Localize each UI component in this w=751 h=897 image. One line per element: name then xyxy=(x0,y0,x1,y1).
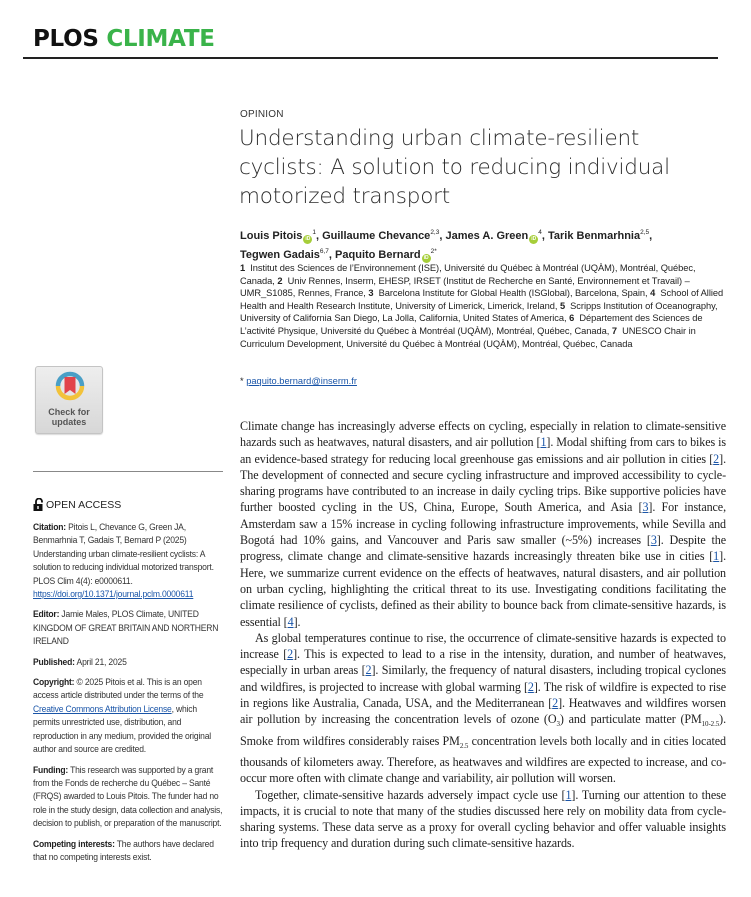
paragraph: Climate change has increasingly adverse effects on cycling, especially in relation to climate-sensitive hazards such as heatwaves, natural disasters, and air pollution [1]. Modal shifting from cars to bikes is an evidence-based strategy for reducing local greenhouse gas emissions and air pollution in cities [2]. The development of connected and secure cycling infrastructure and improved accessibility to cycle-sharing programs have contributed to an increase in daily cycling trips. Bike supportive policies have further boosted cycling in the US, China, Europe, South America, and Asia [3]. For instance, Amsterdam saw a 15% increase in cycling following infrastructure improvements, while Sevilla and Bogotá had 10% gains, and Vancouver and Paris saw smaller (~5%) increases [3]. Despite the progress, climate change and climate-sensitive hazards increasingly threaten bike use in cities [1]. Here, we summarize current evidence on the effects of heatwaves, natural disasters, and air pollution on urban cycling, highlighting the critical threat to its use. Investigating conditions facilitating the climate resilience of cyclists, defined as their ability to bounce back from climate-sensitive hazards, is essential [4]. xyxy=(240,419,726,629)
orcid-icon[interactable]: iD xyxy=(305,236,311,242)
author[interactable]: James A. Green $iD^4$ xyxy=(445,229,542,242)
copyright: Copyright: © 2025 Pitois et al. This is an open access article distributed under the terms of the Creative Commons Attribution License, which permits unrestricted use, distribution, and reproduction in any medium, provided the original author and source are credited. xyxy=(33,677,212,755)
masthead-divider xyxy=(23,57,718,59)
affiliation: 3 Barcelona Institute for Global Health (ISGlobal), Barcelona, Spain, xyxy=(368,288,648,299)
reference-link[interactable]: 2 xyxy=(287,647,294,662)
article-body xyxy=(240,418,726,852)
corresponding-email-link[interactable]: paquito.bernard@inserm.fr xyxy=(246,376,357,386)
check-for-updates-label: Check for updates xyxy=(48,407,90,427)
affiliation: 7 UNESCO Chair in Curriculum Development, Université du Québec à Montréal (UQÀM), Montréal, Québec, Canada xyxy=(240,325,696,349)
affiliation: 1 Institut des Sciences de l’Environnement (ISE), Université du Québec à Montréal (UQÀM), Montréal, Québec, Canada, xyxy=(240,263,696,286)
author[interactable]: Louis Pitois $iD^1$ xyxy=(240,229,316,242)
reference-link[interactable]: 3 xyxy=(650,533,657,548)
reference-link[interactable]: 1 xyxy=(565,787,572,802)
orcid-icon[interactable]: iD xyxy=(531,236,537,242)
check-for-updates-button[interactable] xyxy=(35,366,103,434)
citation: Citation: Pitois L, Chevance G, Green JA, Benmarhnia T, Gadais T, Bernard P (2025) Understanding urban climate-resilient cyclists: A solution to reducing individual motorized transport. PLOS Clim 4(4): e0000611. https://doi.org/10.1371/journal.pclm.0000611 xyxy=(33,522,214,600)
article-type: OPINION xyxy=(240,109,284,120)
sidebar-divider xyxy=(33,471,223,472)
journal-name: CLIMATE xyxy=(106,26,215,52)
publisher-logo: PLOS xyxy=(33,26,99,52)
corresponding-author: * paquito.bernard@inserm.fr xyxy=(240,376,357,386)
author[interactable]: Tegwen Gadais$^{6,7}$ xyxy=(240,248,329,261)
affiliation: 4 School of Allied Health and Health Research Institute, University of Limerick, Limerick, Ireland, xyxy=(240,288,724,311)
article-metadata-sidebar xyxy=(33,521,224,871)
reference-link[interactable]: 4 xyxy=(287,614,294,629)
paragraph: As global temperatures continue to rise, the occurrence of climate-sensitive hazards is expected to increase [2]. This is expected to lead to a rise in the intensity, duration, and number of heatwaves, especially in urban areas [2]. Similarly, the frequency of natural disasters, including tropical cyclones and wildfires, is projected to increase with global warming [2]. The risk of wildfire is expected to rise in regions like Australia, Canada, USA, and the Mediterranean [2]. Heatwaves and wildfires worsen air pollution by increasing the concentration levels of ozone $(O_3)$ and particulate matter $(PM_{10-2.5})$. Smoke from wildfires considerably raises $PM_{2.5}$ concentration levels both locally and in cities located thousands of kilometers away. Therefore, as heatwaves and wildfires are expected to increase, and co-occur more often with climate change and variability, air pollution will worsen. xyxy=(240,630,727,786)
orcid-icon[interactable]: iD xyxy=(423,255,429,261)
reference-link[interactable]: 2 xyxy=(527,679,534,694)
reference-link[interactable]: 1 xyxy=(540,435,547,450)
paragraph: Together, climate-sensitive hazards adversely impact cycle use [1]. Turning our attention to these impacts, it is crucial to note that many of the studies discussed here rely on mobility data from cycle-sharing systems. These data serve as a proxy for overall cycling behavior and offer valuable insights into trip frequency and duration during such climate-sensitive hazards. xyxy=(240,787,726,851)
editor: Editor: Jamie Males, PLOS Climate, UNITED KINGDOM OF GREAT BRITAIN AND NORTHERN IRELAND xyxy=(33,609,219,647)
affiliation: 5 Scripps Institution of Oceanography, University of California San Diego, La Jolla, California, United States of America, xyxy=(240,300,718,324)
article-title: Understanding urban climate-resilient cyclists: A solution to reducing individual motorized transport xyxy=(239,126,670,209)
reference-link[interactable]: 2 xyxy=(365,663,372,678)
author[interactable]: Paquito Bernard $iD^{2*}$ xyxy=(335,248,437,261)
author[interactable]: Guillaume Chevance$^{2,3}$ xyxy=(322,229,440,242)
open-lock-icon xyxy=(33,498,44,511)
reference-link[interactable]: 2 xyxy=(713,451,720,466)
published-date: Published: April 21, 2025 xyxy=(33,656,127,667)
author-list: Louis Pitois $iD^1$, Guillaume Chevance$^{2,3}$, James A. Green $iD^4$, Tarik Benmarhnia$^{2,5}$, Tegwen Gadais$^{6,7}$, Paquito Bernard $iD^{2*}$ xyxy=(240,229,653,261)
reference-link[interactable]: 1 xyxy=(713,549,720,564)
author[interactable]: Tarik Benmarhnia$^{2,5}$ xyxy=(547,229,650,242)
reference-link[interactable]: 2 xyxy=(552,696,559,711)
competing-interests: Competing interests: The authors have declared that no competing interests exist. xyxy=(33,838,214,862)
license-link[interactable]: Creative Commons Attribution License xyxy=(33,703,172,714)
funding: Funding: This research was supported by a grant from the Fonds de recherche du Québec – Santé (FRQS) awarded to Louis Pitois. The funder had no role in the study design, data collection and analysis, decision to publish, or preparation of the manuscript. xyxy=(33,764,223,829)
affiliation-list xyxy=(240,262,725,350)
open-access-label: OPEN ACCESS xyxy=(33,498,121,511)
crossmark-icon xyxy=(55,371,85,403)
affiliation: 6 Département des Sciences de L’activité Physique, Université du Québec à Montréal (UQÀM), Montréal, Québec, Canada, xyxy=(240,313,703,336)
affiliation: 2 Univ Rennes, Inserm, EHESP, IRSET (Institut de Recherche en Santé, Environnement et Travail) – UMR_S1085, Rennes, France, xyxy=(240,275,690,299)
journal-masthead xyxy=(33,28,215,51)
reference-link[interactable]: 3 xyxy=(642,500,649,515)
doi-link[interactable]: https://doi.org/10.1371/journal.pclm.0000611 xyxy=(33,589,194,600)
